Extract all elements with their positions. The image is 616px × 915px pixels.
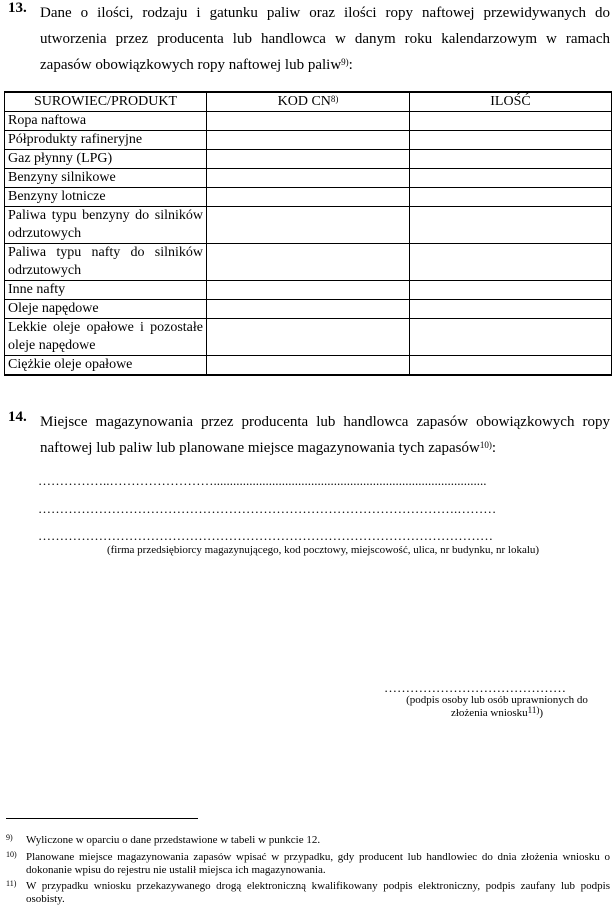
footnote-separator xyxy=(6,818,198,819)
table-row xyxy=(5,281,612,300)
footnote-ref-8: 8) xyxy=(330,94,339,104)
header-cn-code-label: KOD CN xyxy=(277,94,331,109)
section-13-colon: : xyxy=(348,57,353,73)
cn-code-cell[interactable] xyxy=(207,112,410,131)
footnote-ref-9: 9) xyxy=(341,57,349,67)
product-name-cell: Paliwa typu benzyny do silników odrzutowych xyxy=(5,207,207,244)
footnote-mark: 9) xyxy=(6,833,13,842)
table-row xyxy=(5,356,612,376)
fuel-table xyxy=(4,91,612,376)
quantity-cell[interactable] xyxy=(410,150,612,169)
cn-code-cell[interactable] xyxy=(207,300,410,319)
footnote-text: Wyliczone w oparciu o dane przedstawione w tabeli w punkcie 12. xyxy=(26,834,321,846)
cn-code-cell[interactable] xyxy=(207,319,410,356)
storage-field-caption: (firma przedsiębiorcy magazynującego, kod pocztowy, miejscowość, ulica, nr budynku, nr lokalu) xyxy=(106,544,540,556)
footnote-text: Planowane miejsce magazynowania zapasów wpisać w przypadku, gdy producent lub handlowiec do dnia złożenia wniosku o dokonanie wpisu do rejestru nie ustalił miejsca ich magazynowania. xyxy=(26,851,610,876)
header-cn-code xyxy=(207,92,410,112)
footnote-mark: 11) xyxy=(6,879,17,888)
product-name-cell: Lekkie oleje opałowe i pozostałe oleje napędowe xyxy=(5,319,207,356)
quantity-cell[interactable] xyxy=(410,244,612,281)
signature-caption xyxy=(384,694,610,720)
section-14-colon: : xyxy=(491,440,497,456)
footnote-11 xyxy=(6,880,610,906)
section-14 xyxy=(8,409,610,461)
quantity-cell[interactable] xyxy=(410,188,612,207)
table-row xyxy=(5,188,612,207)
product-name-cell: Benzyny silnikowe xyxy=(5,169,207,188)
cn-code-cell[interactable] xyxy=(207,188,410,207)
table-row xyxy=(5,150,612,169)
signature-caption-line-1: (podpis osoby lub osób uprawnionych do xyxy=(406,694,588,706)
storage-field-line-2[interactable]: …………………………………………………………………………………….……… xyxy=(38,502,497,516)
quantity-cell[interactable] xyxy=(410,356,612,376)
product-name-cell: Ciężkie oleje opałowe xyxy=(5,356,207,376)
product-name-cell: Gaz płynny (LPG) xyxy=(5,150,207,169)
signature-caption-close: ) xyxy=(539,707,544,719)
section-14-text xyxy=(40,409,610,461)
storage-field-line-1[interactable]: ……………..…………………….................................................................................... xyxy=(38,474,487,488)
quantity-cell[interactable] xyxy=(410,300,612,319)
footnote-ref-10: 10) xyxy=(479,440,492,450)
product-name-cell: Paliwa typu nafty do silników odrzutowych xyxy=(5,244,207,281)
table-row xyxy=(5,169,612,188)
table-row xyxy=(5,244,612,281)
footnote-text: W przypadku wniosku przekazywanego drogą elektroniczną kwalifikowany podpis elektroniczny, podpis zaufany lub podpis osobisty. xyxy=(26,880,610,905)
quantity-cell[interactable] xyxy=(410,131,612,150)
quantity-cell[interactable] xyxy=(410,207,612,244)
quantity-cell[interactable] xyxy=(410,319,612,356)
table-row xyxy=(5,319,612,356)
section-14-number: 14. xyxy=(8,409,27,425)
product-name-cell: Inne nafty xyxy=(5,281,207,300)
footnote-mark: 10) xyxy=(6,850,17,859)
signature-caption-text: złożenia wniosku xyxy=(450,707,528,719)
footnote-10 xyxy=(6,851,610,877)
signature-caption-line-2 xyxy=(384,707,610,720)
cn-code-cell[interactable] xyxy=(207,244,410,281)
table-row xyxy=(5,300,612,319)
footnote-ref-11: 11) xyxy=(527,705,540,715)
product-name-cell: Benzyny lotnicze xyxy=(5,188,207,207)
cn-code-cell[interactable] xyxy=(207,207,410,244)
footnote-9 xyxy=(6,834,610,847)
section-13-body: Dane o ilości, rodzaju i gatunku paliw oraz ilości ropy naftowej przewidywanych do utworzenia przez producenta lub handlowca w danym roku kalendarzowym w ramach zapasów obowiązkowych ropy naftowej lub paliw xyxy=(40,5,610,73)
quantity-cell[interactable] xyxy=(410,112,612,131)
table-row xyxy=(5,207,612,244)
cn-code-cell[interactable] xyxy=(207,150,410,169)
product-name-cell: Półprodukty rafineryjne xyxy=(5,131,207,150)
quantity-cell[interactable] xyxy=(410,169,612,188)
cn-code-cell[interactable] xyxy=(207,131,410,150)
table-row xyxy=(5,131,612,150)
header-product: SUROWIEC/PRODUKT xyxy=(5,92,207,112)
cn-code-cell[interactable] xyxy=(207,356,410,376)
product-name-cell: Oleje napędowe xyxy=(5,300,207,319)
section-13-text xyxy=(40,0,610,78)
signature-field[interactable]: …………………………………… xyxy=(384,680,566,695)
cn-code-cell[interactable] xyxy=(207,169,410,188)
header-quantity: ILOŚĆ xyxy=(410,92,612,112)
table-row xyxy=(5,112,612,131)
storage-field-line-3[interactable]: …………………………………………………………………………………………… xyxy=(38,529,493,543)
section-13 xyxy=(8,0,610,78)
section-14-body: Miejsce magazynowania przez producenta lub handlowca zapasów obowiązkowych ropy naftowej lub paliw lub planowane miejsce magazynowania tych zapasów xyxy=(40,414,610,456)
section-13-number: 13. xyxy=(8,0,27,16)
table-header-row xyxy=(5,92,612,112)
product-name-cell: Ropa naftowa xyxy=(5,112,207,131)
quantity-cell[interactable] xyxy=(410,281,612,300)
cn-code-cell[interactable] xyxy=(207,281,410,300)
